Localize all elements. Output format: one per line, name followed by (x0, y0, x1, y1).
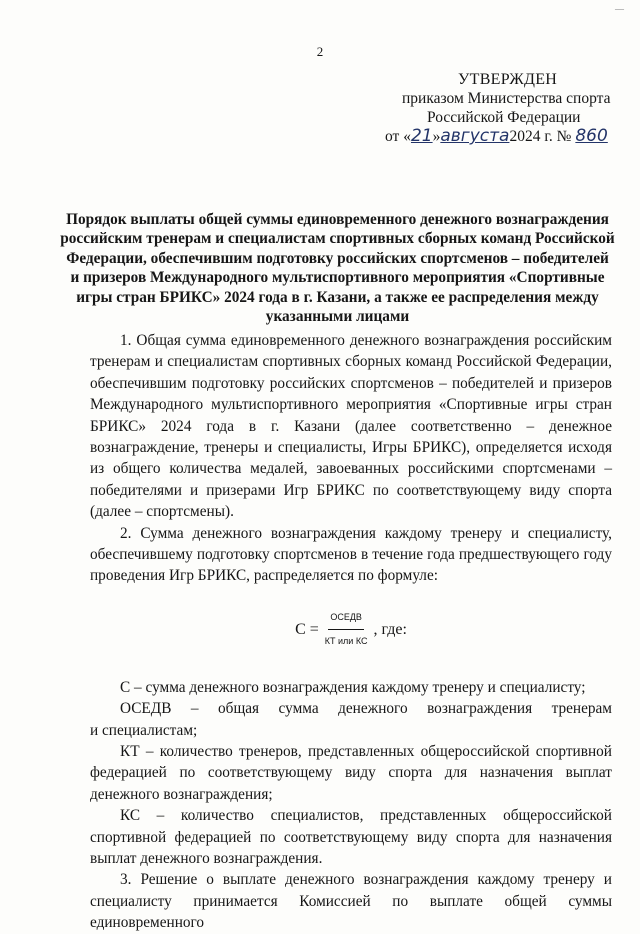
approval-date-line (385, 127, 620, 146)
approval-line-2: Российской Федерации (427, 109, 581, 126)
definition-kt: КТ – количество тренеров, представленных общероссийской спортивной федерацией по соответствующему виду спорта для назначения выплат денежного вознаграждения; (90, 742, 612, 803)
approval-title: УТВЕРЖДЕН (458, 71, 558, 88)
osedv-word: общая (218, 700, 260, 718)
osedv-word: ОСЕДВ (120, 700, 172, 718)
definition-c: С – сумма денежного вознаграждения каждому тренеру и специалисту; (120, 678, 586, 696)
document-title: Порядок выплаты общей суммы единовременного денежного вознаграждения российским тренерам и специалистам спортивных сборных команд Российской Федерации, обеспечившим подготовку российских спортсменов – победителей и призеров Международного мультиспортивного мероприятия «Спортивные игры стран БРИКС» 2024 года в г. Казани, а также ее распределения между указанными лицами (60, 211, 615, 326)
handwritten-order-number: 860 (575, 126, 608, 146)
formula-suffix: , где: (373, 621, 407, 639)
definition-osedv-row (90, 698, 612, 719)
formula-numerator: ОСЕДВ (328, 607, 364, 630)
osedv-word: денежного (338, 700, 408, 718)
date-prefix: от « (385, 128, 411, 145)
osedv-word: сумма (278, 700, 319, 718)
osedv-word: – (190, 700, 199, 718)
formula-lhs: С = (295, 621, 319, 639)
handwritten-month: августа (440, 126, 510, 146)
handwritten-day: 21 (410, 126, 433, 146)
definition-ks: КС – количество специалистов, представленных общероссийской спортивной федерацией по соответствующему виду спорта для назначения выплат денежного вознаграждения. (90, 807, 612, 867)
osedv-word: тренерам (551, 700, 612, 718)
formula-denominator: КТ или КС (324, 636, 368, 647)
definition-osedv-rest: и специалистам; (90, 721, 198, 739)
approval-block (385, 70, 620, 146)
page-number: 2 (316, 44, 324, 59)
paragraph-3: 3. Решение о выплате денежного вознаграждения каждому тренеру и специалисту принимается Комиссией по выплате общей суммы единовременного (90, 871, 612, 932)
year-suffix: 2024 г. № (509, 128, 572, 145)
paragraph-2: 2. Сумма денежного вознаграждения каждому тренеру и специалисту, обеспечившему подготовку спортсменов в течение года предшествующего году проведения Игр БРИКС, распределяется по формуле: (90, 524, 612, 585)
document-body (90, 330, 612, 934)
osedv-word: вознаграждения (427, 700, 533, 718)
approval-line-1: приказом Министерства спорта (402, 90, 611, 107)
formula-fraction (323, 607, 370, 653)
corner-mark: — (615, 4, 624, 14)
paragraph-1: 1. Общая сумма единовременного денежного вознаграждения российским тренерам и специалистам спортивных сборных команд Российской Федерации, обеспечившим подготовку российских спортсменов – победителей и призеров Международного мультиспортивного мероприятия «Спортивные игры стран БРИКС» 2024 года в г. Казани (далее соответственно – денежное вознаграждение, тренеры и специалисты, Игры БРИКС), определяется исходя из общего количества медалей, завоеванных российскими спортсменами – победителями и призерами Игр БРИКС по соответствующему виду спорта (далее – спортсмены). (90, 332, 612, 521)
date-mid: » (432, 128, 441, 145)
formula (90, 607, 612, 653)
